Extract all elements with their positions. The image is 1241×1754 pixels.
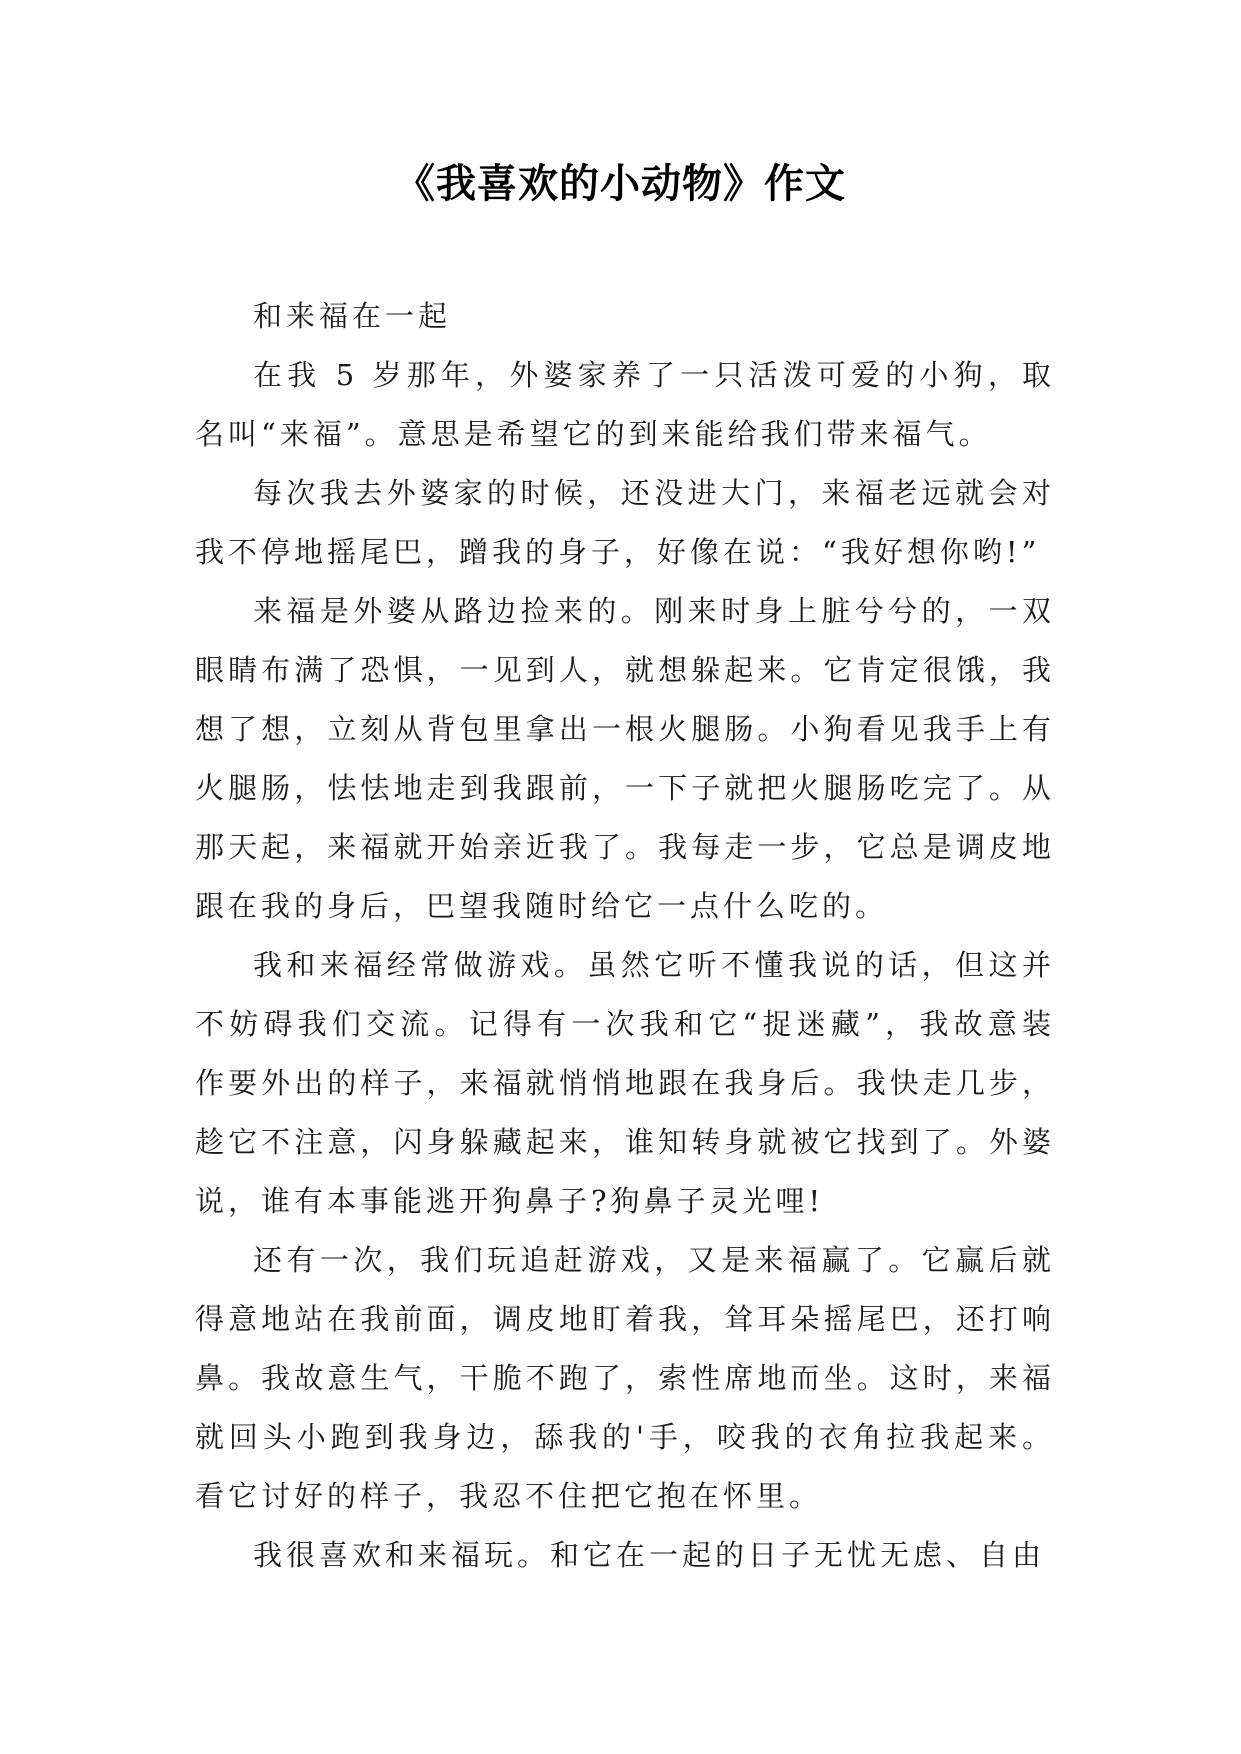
paragraph: 来福是外婆从路边捡来的。刚来时身上脏兮兮的，一双眼睛布满了恐惧，一见到人，就想躲起来。它肯定很饿，我想了想，立刻从背包里拿出一根火腿肠。小狗看见我手上有火腿肠，怯怯地走到我跟前，一下子就把火腿肠吃完了。从那天起，来福就开始亲近我了。我每走一步，它总是调皮地跟在我的身后，巴望我随时给它一点什么吃的。 <box>195 594 1055 923</box>
document-title: 《我喜欢的小动物》作文 <box>395 161 846 207</box>
paragraph: 每次我去外婆家的时候，还没进大门，来福老远就会对我不停地摇尾巴，蹭我的身子，好像在说：“我好想你哟!” <box>195 476 1055 569</box>
paragraph: 我很喜欢和来福玩。和它在一起的日子无忧无虑、自由 <box>253 1538 1046 1572</box>
paragraph: 我和来福经常做游戏。虽然它听不懂我说的话，但这并不妨碍我们交流。记得有一次我和它“捉迷藏”，我故意装作要外出的样子，来福就悄悄地跟在我身后。我快走几步，趁它不注意，闪身躲藏起来，谁知转身就被它找到了。外婆说，谁有本事能逃开狗鼻子?狗鼻子灵光哩! <box>195 948 1055 1218</box>
document-body <box>195 287 1055 1585</box>
paragraph: 在我 5 岁那年，外婆家养了一只活泼可爱的小狗，取名叫“来福”。意思是希望它的到来能给我们带来福气。 <box>195 358 1055 451</box>
essay-subtitle: 和来福在一起 <box>253 299 452 333</box>
paragraph: 还有一次，我们玩追赶游戏，又是来福赢了。它赢后就得意地站在我前面，调皮地盯着我，耸耳朵摇尾巴，还打响鼻。我故意生气，干脆不跑了，索性席地而坐。这时，来福就回头小跑到我身边，舔我的'手，咬我的衣角拉我起来。看它讨好的样子，我忍不住把它抱在怀里。 <box>195 1243 1055 1513</box>
